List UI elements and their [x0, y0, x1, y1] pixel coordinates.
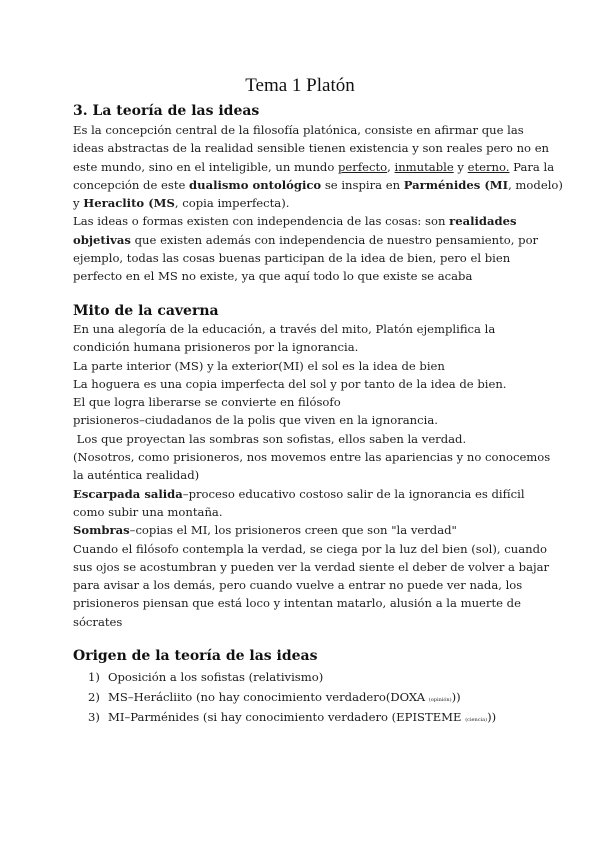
paragraph-line: Cuando el filósofo contempla la verdad, se ciega por la luz del bien (sol), cuando	[73, 541, 548, 556]
paragraph-line: El que logra liberarse se convierte en filósofo	[73, 395, 341, 410]
bold-term-escarpada-salida: Escarpada salida	[73, 486, 183, 501]
paragraph-line: En una alegoría de la educación, a través del mito, Platón ejemplifica la	[73, 322, 496, 336]
paragraph-line: prisioneros piensan que está loco y intentan matarlo, alusión a la muerte de	[73, 596, 521, 611]
paragraph-line: prisioneros–ciudadanos de la polis que viven en la ignorancia.	[73, 413, 438, 428]
list-item-text: MI–Parménides (si hay conocimiento verdadero (EPISTEME	[108, 710, 466, 724]
text-run: Para la	[509, 159, 555, 174]
page-title: Tema 1 Platón	[245, 75, 355, 96]
paragraph-line	[73, 231, 539, 249]
paragraph-line: sócrates	[73, 614, 123, 629]
text-run: Las ideas o formas existen con independencia de las cosas: son	[73, 214, 450, 229]
paragraph-line: la auténtica realidad)	[73, 468, 200, 483]
bold-term-realidades: realidades	[449, 214, 517, 229]
text-run: ,	[387, 159, 395, 174]
text-run: y	[453, 159, 468, 174]
text-run: –copias el MI, los prisioneros creen que son "la verdad"	[129, 523, 457, 538]
bold-term-dualismo: dualismo ontológico	[189, 177, 322, 192]
section-body-teoria-ideas	[73, 121, 563, 286]
text-run: y	[73, 196, 84, 211]
numbered-list	[88, 667, 496, 727]
text-run: se inspira en	[321, 177, 404, 192]
bold-term-parmenides: Parménides (MI	[403, 177, 509, 192]
section-heading-teoria-ideas: 3. La teoría de las ideas	[73, 103, 260, 119]
paragraph-line: para avisar a los demás, pero cuando vuelve a entrar no puede ver nada, los	[73, 578, 523, 593]
list-item-number: 2)	[88, 690, 100, 704]
text-run: , copia imperfecta).	[174, 196, 290, 211]
underlined-word-eterno: eterno.	[467, 159, 510, 174]
paragraph-line: Los que proyectan las sombras son sofistas, ellos saben la verdad.	[73, 431, 467, 446]
paragraph-line: sus ojos se acostumbran y pueden ver la verdad siente el deber de volver a bajar	[73, 559, 550, 574]
list-item-text: Oposición a los sofistas (relativismo)	[108, 670, 324, 684]
underlined-word-perfecto: perfecto	[338, 159, 388, 174]
bold-term-sombras: Sombras	[73, 523, 130, 538]
paragraph-line: como subir una montaña.	[73, 504, 223, 519]
text-run: –proceso educativo costoso salir de la ignorancia es difícil	[182, 486, 525, 501]
paragraph-line: La hoguera es una copia imperfecta del sol y por tanto de la idea de bien.	[73, 376, 507, 391]
bold-term-heraclito: Heraclito (MS	[83, 196, 175, 211]
section-heading-origen-teoria: Origen de la teoría de las ideas	[73, 648, 318, 664]
text-run: este mundo, sino en el inteligible, un mundo	[73, 159, 339, 174]
underlined-word-inmutable: inmutable	[394, 159, 454, 174]
text-run: concepción de este	[73, 177, 190, 192]
paragraph-line: condición humana prisioneros por la ignorancia.	[73, 340, 359, 355]
paragraph-line	[73, 194, 533, 212]
paragraph-line	[73, 521, 533, 539]
section-body-mito-caverna	[73, 320, 551, 631]
list-item-tail: ))	[487, 710, 497, 724]
list-item	[88, 667, 496, 687]
bold-term-objetivas: objetivas	[73, 232, 131, 247]
paragraph-line	[73, 212, 533, 230]
small-annotation: (opinión)	[428, 697, 452, 703]
paragraph-line	[73, 176, 563, 194]
list-item-number: 1)	[88, 670, 100, 684]
list-item	[88, 707, 496, 727]
paragraph-line: Es la concepción central de la filosofía platónica, consiste en afirmar que las	[73, 123, 524, 137]
list-item-text: MS–Herácliito (no hay conocimiento verdadero(DOXA	[108, 690, 429, 704]
list-item	[88, 687, 496, 707]
list-item-number: 3)	[88, 710, 100, 724]
paragraph-line: (Nosotros, como prisioneros, nos movemos entre las apariencias y no conocemos	[73, 450, 551, 465]
paragraph-line: La parte interior (MS) y la exterior(MI) el sol es la idea de bien	[73, 358, 445, 373]
paragraph-line: ideas abstractas de la realidad sensible tienen existencia y son reales pero no en	[73, 141, 550, 156]
section-heading-mito-caverna: Mito de la caverna	[73, 303, 219, 319]
text-run: que existen además con independencia de nuestro pensamiento, por	[130, 232, 539, 247]
small-annotation: (ciencia)	[465, 717, 488, 723]
paragraph-line	[73, 485, 533, 503]
list-item-tail: ))	[451, 690, 461, 704]
paragraph-line: perfecto en el MS no existe, ya que aquí todo lo que existe se acaba	[73, 269, 473, 284]
paragraph-line: ejemplo, todas las cosas buenas participan de la idea de bien, pero el bien	[73, 251, 511, 266]
text-run: , modelo)	[508, 177, 563, 192]
paragraph-line	[73, 158, 555, 176]
